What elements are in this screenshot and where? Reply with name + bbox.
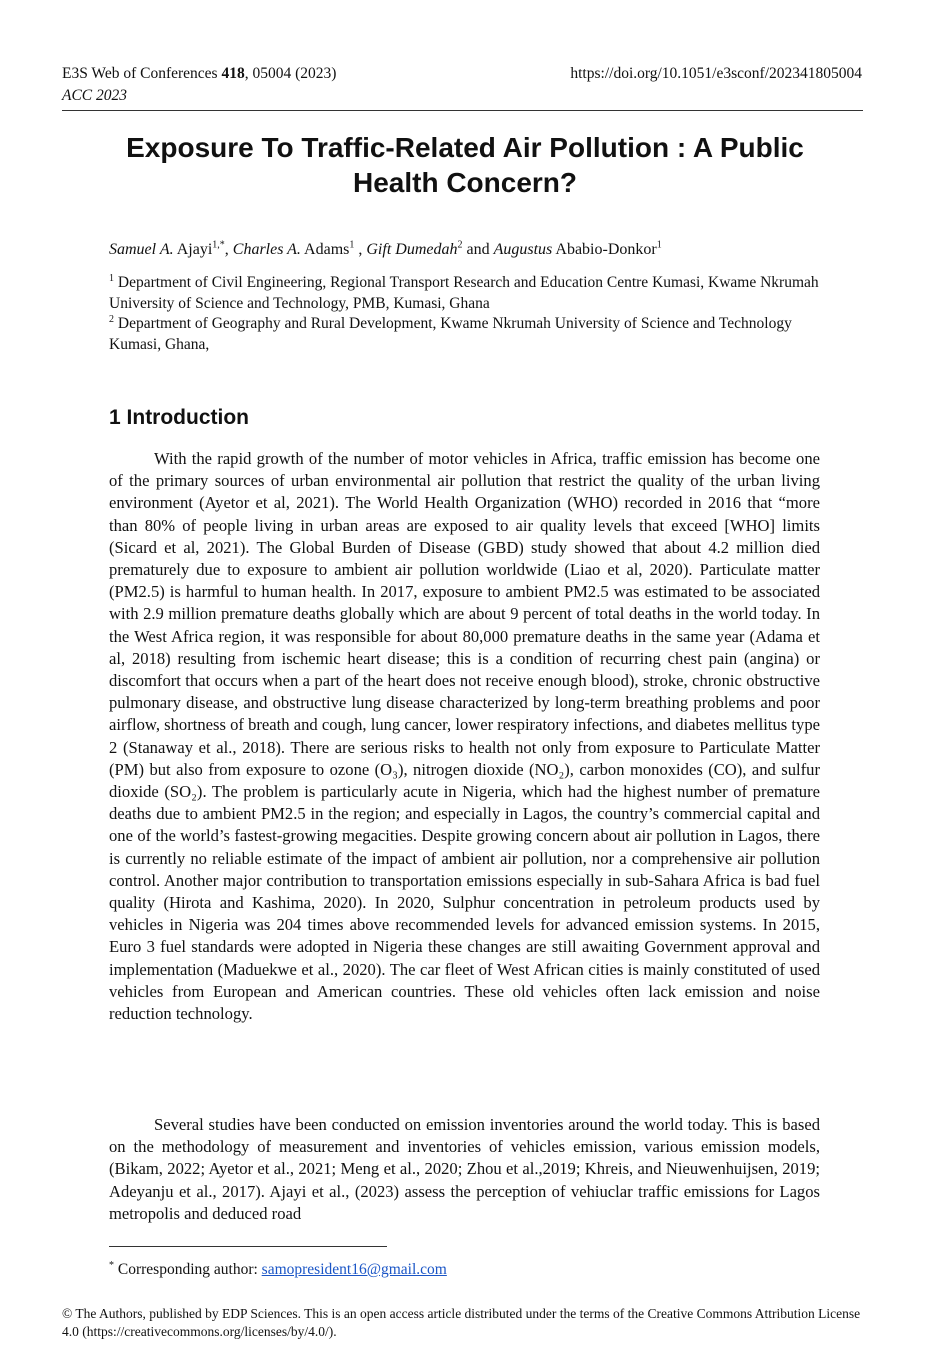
- license-notice: © The Authors, published by EDP Sciences. This is an open access article distributed under the terms of the Creative Commons Attribution License 4.0 (https://creativecommons.org/licenses/by/4.0/).: [62, 1306, 861, 1339]
- body-paragraph-2: Several studies have been conducted on emission inventories around the world today. This is based on the methodology of measurement and inventories of vehicles emission, various emission models, (Bikam, 2022; Ayetor et al., 2021; Meng et al., 2020; Zhou et al.,2019; Khreis, and Nieuwenhuijsen, 2019; Adeyanju et al., 2017). Ajayi et al., (2023) assess the perception of vehiuclar traffic emissions for Lagos metropolis and deduced road: [109, 1115, 820, 1223]
- author-1: Samuel A. Ajayi$^{1,*}$: [109, 239, 225, 258]
- author-email-link[interactable]: samopresident16@gmail.com: [261, 1261, 447, 1278]
- corresponding-author-footnote: * Corresponding author: samopresident16@gmail.com: [109, 1259, 447, 1278]
- journal-citation: E3S Web of Conferences 418, 05004 (2023): [62, 65, 337, 82]
- paper-title: Exposure To Traffic-Related Air Pollution : A Public Health Concern?: [126, 132, 804, 198]
- author-4: Augustus Ababio-Donkor$^1$: [493, 239, 662, 258]
- section-heading: 1 Introduction: [109, 406, 250, 429]
- affiliation-1: $^1$ Department of Civil Engineering, Regional Transport Research and Education Centre Kumasi, Kwame Nkrumah University of Science and Technology, PMB, Kumasi, Ghana: [109, 272, 819, 312]
- author-3: Gift Dumedah$^2$: [366, 239, 463, 258]
- affiliation-2: $^2$ Department of Geography and Rural Development, Kwame Nkrumah University of Science and Technology Kumasi, Ghana,: [109, 313, 792, 353]
- footnote-divider: [109, 1246, 387, 1247]
- body-paragraph-1: With the rapid growth of the number of motor vehicles in Africa, traffic emission has become one of the primary sources of urban environmental air pollution that restrict the quality of the urban living environment (Ayetor et al, 2021). The World Health Organization (WHO) recorded in 2016 that “more than 80% of people living in urban areas are exposed to air quality levels that exceed [WHO] limits (Sicard et al, 2021). The Global Burden of Disease (GBD) study showed that about 4.2 million died prematurely due to exposure to ambient air pollution worldwide (Liao et al, 2020). Particulate matter (PM2.5) is harmful to human health. In 2017, exposure to ambient PM2.5 was estimated to be associated with 2.9 million premature deaths globally which are about 9 percent of total deaths in the world today. In the West Africa region, it was responsible for about 80,000 premature deaths in the same year (Adama et al, 2018) resulting from ischemic heart disease; this is a condition of recurring chest pain (angina) or discomfort that occurs when a part of the heart does not receive enough blood), stroke, chronic obstructive pulmonary disease, and obstructive lung disease characterized by long-term breathing problems and poor airflow, shortness of breath and cough, lung cancer, lower respiratory infections, and diabetes mellitus type 2 (Stanaway et al., 2018). There are serious risks to health not only from exposure to Particulate Matter (PM) but also from exposure to ozone (O₃), nitrogen dioxide (NO₂), carbon monoxides (CO), and sulfur dioxide (SO₂). The problem is particularly acute in Nigeria, which had the highest number of premature deaths due to ambient PM2.5 in the region; and especially in Lagos, the country’s commercial capital and one of the world’s fastest-growing megacities. Despite growing concern about air pollution in Lagos, there is currently no reliable estimate of the impact of ambient air pollution, nor a comprehensive air pollution control. Another major contribution to transportation emissions especially in sub-Sahara Africa is bad fuel quality (Hirota and Kashima, 2020). In 2020, Sulphur concentration in petroleum products used by vehicles in Nigeria was 204 times above recommended levels for advanced emission systems. In 2015, Euro 3 fuel standards were adopted in Nigeria these changes are still awaiting Government approval and implementation (Maduekwe et al., 2020). The car fleet of West African cities is mainly constituted of used vehicles from European and American countries. These old vehicles often lack emission and noise reduction technology.: [109, 449, 820, 1024]
- author-2: Charles A. Adams$^1$: [232, 239, 355, 258]
- header-divider: [62, 110, 863, 111]
- conference-name: ACC 2023: [62, 87, 128, 104]
- author-list: Samuel A. Ajayi$^{1,*}$, Charles A. Adams$^1$ , Gift Dumedah$^2$ and Augustus Ababio-Donkor$^1$: [109, 239, 662, 258]
- doi-link[interactable]: https://doi.org/10.1051/e3sconf/202341805004: [570, 65, 862, 82]
